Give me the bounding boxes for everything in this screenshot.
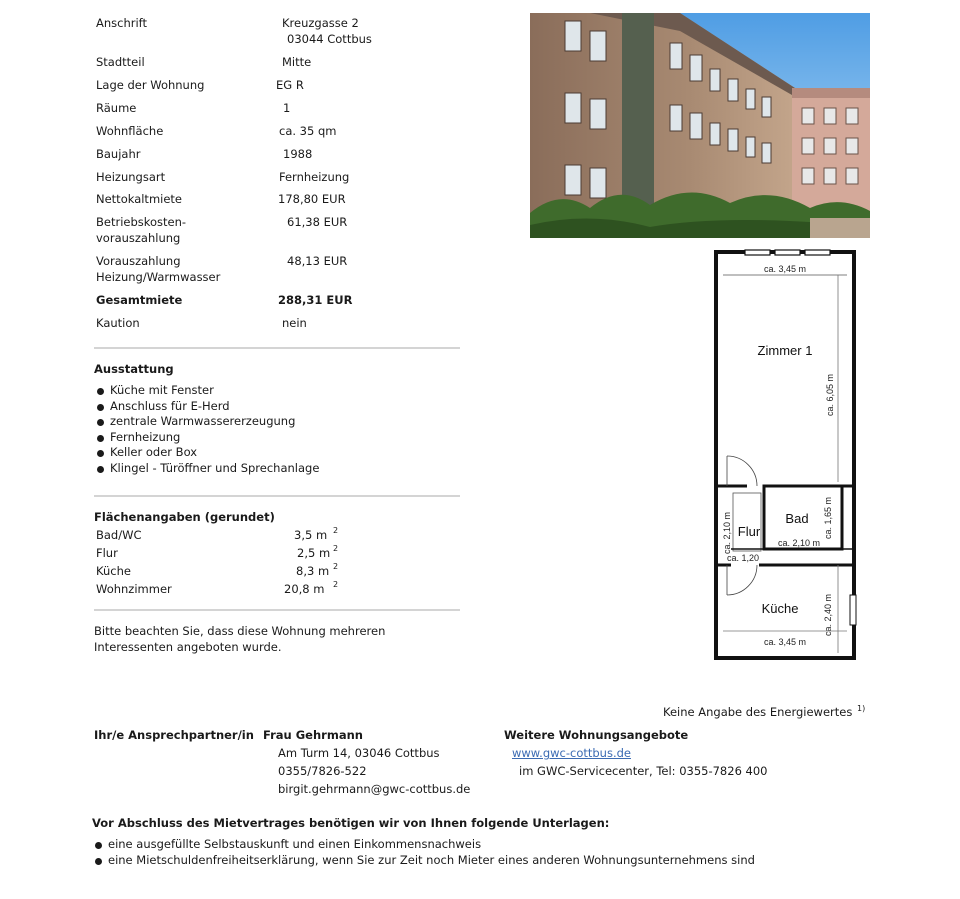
website-link[interactable]: www.gwc-cottbus.de — [512, 746, 631, 760]
room-bad: Bad — [785, 511, 809, 526]
value-gesamtmiete: 288,31 EUR — [278, 293, 353, 307]
flaeche-sup: 2 — [333, 526, 339, 535]
flaeche-label-bad: Bad/WC — [96, 528, 142, 542]
flaeche-label-wohnzimmer: Wohnzimmer — [96, 582, 172, 596]
value-lage: EG R — [276, 78, 304, 92]
floor-plan — [705, 245, 865, 665]
value-baujahr: 1988 — [283, 147, 313, 161]
value-kaution: nein — [282, 316, 307, 330]
dim-kueche-height: ca. 2,40 m — [823, 593, 833, 637]
flaeche-value-bad: 3,5 m — [294, 528, 328, 542]
label-lage: Lage der Wohnung — [96, 78, 205, 92]
note-line-1: Bitte beachten Sie, dass diese Wohnung mehreren — [94, 624, 386, 638]
contact-phone: 0355/7826-522 — [278, 764, 367, 778]
value-street: Kreuzgasse 2 — [282, 16, 359, 30]
divider — [94, 609, 460, 611]
contact-email[interactable]: birgit.gehrmann@gwc-cottbus.de — [278, 782, 471, 796]
contact-address: Am Turm 14, 03046 Cottbus — [278, 746, 440, 760]
dim-bad-width: ca. 2,10 m — [777, 538, 821, 548]
more-offers-heading: Weitere Wohnungsangebote — [504, 728, 689, 742]
flaeche-value-wohnzimmer: 20,8 m — [284, 582, 325, 596]
list-item: Küche mit Fenster — [96, 383, 319, 399]
flaeche-value-flur: 2,5 m — [297, 546, 331, 560]
ausstattung-title: Ausstattung — [94, 362, 174, 376]
label-kaution: Kaution — [96, 316, 140, 330]
flaeche-sup: 2 — [333, 544, 339, 553]
list-item: eine Mietschuldenfreiheitserklärung, wenn Sie zur Zeit noch Mieter eines anderen Wohnungsunternehmens sind — [94, 853, 755, 869]
label-wohnflaeche: Wohnfläche — [96, 124, 164, 138]
room-flur: Flur — [737, 524, 761, 539]
label-nettokaltmiete: Nettokaltmiete — [96, 192, 182, 206]
flaeche-sup: 2 — [333, 580, 339, 589]
note-line-2: Interessenten angeboten wurde. — [94, 640, 282, 654]
energy-note: Keine Angabe des Energiewertes — [663, 705, 853, 719]
label-anschrift: Anschrift — [96, 16, 148, 30]
label-vorauszahlung: Vorauszahlung — [96, 254, 181, 268]
divider — [94, 347, 460, 349]
flaeche-sup: 2 — [333, 562, 339, 571]
dim-top: ca. 3,45 m — [763, 264, 807, 274]
value-vorauszahlung: 48,13 EUR — [287, 254, 348, 268]
value-raeume: 1 — [283, 101, 291, 115]
value-heizungsart: Fernheizung — [279, 170, 350, 184]
room-kueche: Küche — [761, 601, 799, 616]
value-betriebskosten: 61,38 EUR — [287, 215, 348, 229]
divider — [94, 495, 460, 497]
contact-heading: Ihr/e Ansprechpartner/in — [94, 728, 254, 742]
flaeche-label-kueche: Küche — [96, 564, 131, 578]
label-vorauszahlung-2: Heizung/Warmwasser — [96, 270, 221, 284]
value-stadtteil: Mitte — [282, 55, 312, 69]
dim-flur-width: ca. 1,20 — [726, 553, 760, 563]
list-item: Fernheizung — [96, 430, 319, 446]
contact-name: Frau Gehrmann — [263, 728, 363, 742]
label-baujahr: Baujahr — [96, 147, 141, 161]
dim-flur-height: ca. 2,10 m — [722, 511, 732, 555]
ausstattung-list — [96, 383, 319, 477]
servicecenter-text: im GWC-Servicecenter, Tel: 0355-7826 400 — [519, 764, 768, 778]
documents-list — [94, 837, 755, 868]
value-nettokaltmiete: 178,80 EUR — [278, 192, 346, 206]
flaechen-title: Flächenangaben (gerundet) — [94, 510, 275, 524]
dim-zimmer-height: ca. 6,05 m — [825, 373, 835, 417]
documents-heading: Vor Abschluss des Mietvertrages benötigen wir von Ihnen folgende Unterlagen: — [92, 816, 610, 830]
label-betriebskosten: Betriebskosten- — [96, 215, 187, 229]
label-heizungsart: Heizungsart — [96, 170, 166, 184]
outer-wall — [716, 252, 854, 658]
dim-bottom: ca. 3,45 m — [763, 637, 807, 647]
building-photo — [530, 13, 870, 238]
list-item: Anschluss für E-Herd — [96, 399, 319, 415]
list-item: Keller oder Box — [96, 445, 319, 461]
list-item: eine ausgefüllte Selbstauskunft und einen Einkommensnachweis — [94, 837, 755, 853]
value-city: 03044 Cottbus — [287, 32, 372, 46]
list-item: zentrale Warmwassererzeugung — [96, 414, 319, 430]
energy-footnote: 1) — [857, 704, 866, 713]
label-gesamtmiete: Gesamtmiete — [96, 293, 183, 307]
label-raeume: Räume — [96, 101, 137, 115]
room-zimmer-1: Zimmer 1 — [757, 343, 813, 358]
flaeche-value-kueche: 8,3 m — [296, 564, 330, 578]
list-item: Klingel - Türöffner und Sprechanlage — [96, 461, 319, 477]
label-stadtteil: Stadtteil — [96, 55, 145, 69]
label-betriebskosten-2: vorauszahlung — [96, 231, 181, 245]
dim-bad-height: ca. 1,65 m — [823, 496, 833, 540]
flaeche-label-flur: Flur — [96, 546, 118, 560]
value-wohnflaeche: ca. 35 qm — [279, 124, 337, 138]
